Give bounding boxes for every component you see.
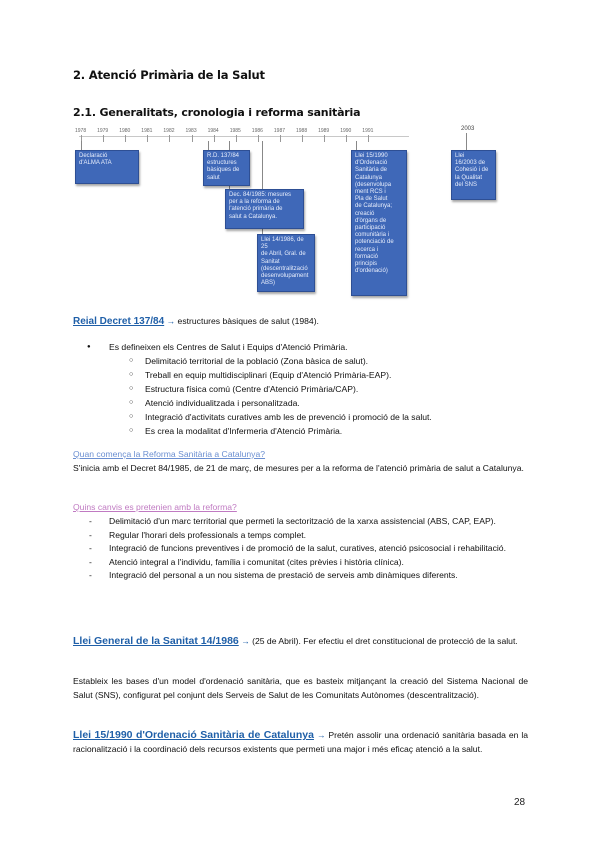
timeline-box-line: Pla de Salut	[355, 196, 388, 203]
timeline-year: 1986	[251, 128, 263, 134]
timeline-year: 1980	[119, 128, 131, 134]
section-title: 2. Atenció Primària de la Salut	[73, 68, 265, 82]
timeline-box-alma-ata	[75, 150, 139, 184]
timeline-box-line: per a la reforma de	[229, 199, 280, 206]
timeline-tick	[192, 135, 193, 142]
timeline-box-line: la Qualitat	[455, 174, 483, 181]
timeline-box-line: creació	[355, 210, 375, 217]
timeline-box-line: Dec. 84/1985: mesures	[229, 192, 292, 198]
page-number: 28	[514, 797, 526, 808]
timeline-tick	[125, 135, 126, 142]
list-item: - Integració de funcions preventives i de promoció de la salut, curatives, atenció psicosocial i rehabilitació.	[73, 542, 528, 556]
timeline-box-line: desenvolupament	[261, 273, 309, 280]
timeline-tick	[346, 135, 347, 142]
losc-link[interactable]: Llei 15/1990 d'Ordenació Sanitària de Catalunya	[73, 729, 314, 741]
list-item: - Delimitació d'un marc territorial que permeti la sectorització de la xarxa assistencial (ABS, CAP, EAP).	[73, 515, 528, 529]
timeline-tick	[236, 135, 237, 142]
timeline-box-line: formació	[355, 253, 379, 260]
arrow-icon: →	[164, 316, 178, 326]
timeline-box-line: (desenvolupa	[355, 181, 392, 188]
timeline-tick	[258, 135, 259, 142]
timeline-box-line: ment RCS i	[355, 189, 386, 196]
timeline-box-line: Cohesió i de	[455, 167, 489, 174]
timeline-tick	[169, 135, 170, 142]
list-item: - Regular l'horari dels professionals a temps complet.	[73, 529, 528, 543]
timeline-year: 1985	[229, 128, 241, 134]
timeline-tick	[214, 135, 215, 142]
timeline-box-line: comunitària i	[355, 232, 390, 239]
timeline-box-line: potenciació de	[355, 239, 394, 246]
timeline-year: 1982	[163, 128, 175, 134]
timeline-year: 1991	[362, 128, 374, 134]
timeline-year: 1988	[296, 128, 308, 134]
list-item: ○ Integració d'activitats curatives amb les de prevenció i promoció de la salut.	[109, 410, 533, 424]
question-2[interactable]: Quins canvis es pretenien amb la reforma?	[73, 502, 237, 512]
timeline-box-dec-84	[225, 189, 304, 229]
timeline-box-line: Llei	[455, 153, 465, 159]
timeline-box-line: de Catalunya;	[355, 203, 393, 210]
arrow-icon: →	[238, 636, 253, 646]
list-item: ○ Delimitació territorial de la població (Zona bàsica de salut).	[109, 354, 533, 368]
timeline-box-line: l'atenció primària de	[229, 206, 283, 213]
timeline-tick	[368, 135, 369, 142]
changes-list	[73, 515, 528, 583]
lgs-text: (25 de Abril). Fer efectiu el dret constitucional de protecció de la salut.	[252, 636, 518, 646]
question-1[interactable]: Quan comença la Reforma Sanitària a Catalunya?	[73, 449, 266, 459]
connector	[466, 133, 467, 151]
timeline-box-line: Declaració	[79, 153, 108, 159]
timeline-box-line: participació	[355, 225, 386, 232]
rd-sublist	[109, 354, 533, 438]
timeline-year: 1987	[273, 128, 286, 134]
timeline-box-line: d'ordenació)	[355, 268, 388, 275]
timeline-year: 1978	[75, 128, 87, 134]
losc-text: Pretén assolir una ordenació sanitària basada en la racionalització i la coordinació dels recursos existents que permeti una major i més eficaç atenció a la salut.	[73, 730, 529, 754]
timeline-tick	[302, 135, 303, 142]
rd-heading-text: estructures bàsiques de salut (1984).	[177, 316, 319, 326]
list-item: ○ Es crea la modalitat d'Infermeria d'Atenció Primària.	[109, 424, 533, 438]
timeline-box-line: de Abril, Gral. de	[261, 251, 306, 258]
list-item: ○ Estructura física comú (Centre d'Atenció Primària/CAP).	[109, 382, 533, 396]
timeline-box-line: ABS)	[261, 280, 276, 287]
rd-list	[73, 340, 533, 438]
timeline-year: 1983	[185, 128, 197, 134]
list-item: ○ Atenció individualitzada i personalitzada.	[109, 396, 533, 410]
timeline-box-line: Llei 14/1986, de 25	[261, 237, 304, 251]
lgs-heading	[73, 634, 528, 648]
list-item: - Integració del personal a un nou sistema de prestació de serveis amb dinàmiques diferents.	[73, 569, 528, 583]
timeline-box-line: Catalunya	[355, 174, 383, 181]
rd-bullet-text: Es defineixen els Centres de Salut i Equips d'Atenció Primària.	[109, 342, 348, 352]
timeline-box-line: bàsiques de	[207, 167, 240, 174]
timeline-box-line: d'òrgans de	[355, 217, 387, 224]
timeline-year: 1979	[97, 128, 109, 134]
timeline-box-line: Llei 15/1990	[355, 153, 388, 159]
timeline-box-line: principis	[355, 261, 378, 268]
list-item: - Atenció integral a l'individu, família i comunitat (cites prèvies i història clínica).	[73, 556, 528, 570]
timeline-box-line: d'ALMA ATA	[79, 160, 112, 167]
timeline-box-line: Sanitat	[261, 258, 280, 265]
timeline-box-line: 16/2003 de	[455, 160, 486, 167]
timeline-tick	[324, 135, 325, 142]
arrow-icon: →	[313, 730, 329, 740]
lgs-link[interactable]: Llei General de la Sanitat 14/1986	[73, 635, 239, 647]
timeline-tick	[103, 135, 104, 142]
timeline-box-llei-15	[351, 150, 407, 296]
list-item	[73, 340, 533, 438]
timeline-box-line: R.D. 137/84	[207, 153, 240, 159]
timeline-tick	[280, 135, 281, 142]
timeline-year: 1989	[318, 128, 330, 134]
timeline-tick	[147, 135, 148, 142]
timeline-box-line: d'Ordenació	[355, 160, 388, 167]
subsection-title: 2.1. Generalitats, cronologia i reforma sanitària	[73, 106, 361, 119]
rd-link[interactable]: Reial Decret 137/84	[73, 316, 165, 327]
timeline-box-line: recerca i	[355, 246, 379, 253]
timeline-box-line: (descentralització	[261, 265, 308, 272]
timeline-year-2003: 2003	[461, 126, 475, 132]
timeline-box-line: estructures	[207, 160, 237, 167]
timeline-box-line: salut a Catalunya.	[229, 213, 278, 220]
lgs-paragraph: Estableix les bases d'un model d'ordenació sanitària, que es basteix mitjançant la creació del Sistema Nacional de Salut (SNS), configurat pel conjunt dels Serveis de Salut de les Comunitats Autònomes (descentralització).	[73, 676, 528, 700]
timeline-box-llei-14	[257, 234, 315, 292]
timeline-box-llei-16	[451, 150, 496, 200]
losc-heading	[73, 728, 528, 756]
rd-heading	[73, 314, 319, 329]
timeline-year: 1981	[141, 128, 153, 134]
timeline-box-line: salut	[207, 174, 220, 181]
timeline-year: 1990	[340, 128, 352, 134]
answer-1: S'inicia amb el Decret 84/1985, de 21 de març, de mesures per a la reforma de l'atenció primària de salut a Catalunya.	[73, 463, 524, 473]
timeline-axis	[79, 136, 409, 137]
timeline-year: 1984	[207, 128, 219, 134]
timeline-box-rd-137	[203, 150, 250, 186]
timeline-box-line: Sanitària de	[355, 167, 388, 174]
timeline-box-line: del SNS	[455, 181, 478, 188]
list-item: ○ Treball en equip multidisciplinari (Equip d'Atenció Primària-EAP).	[109, 368, 533, 382]
